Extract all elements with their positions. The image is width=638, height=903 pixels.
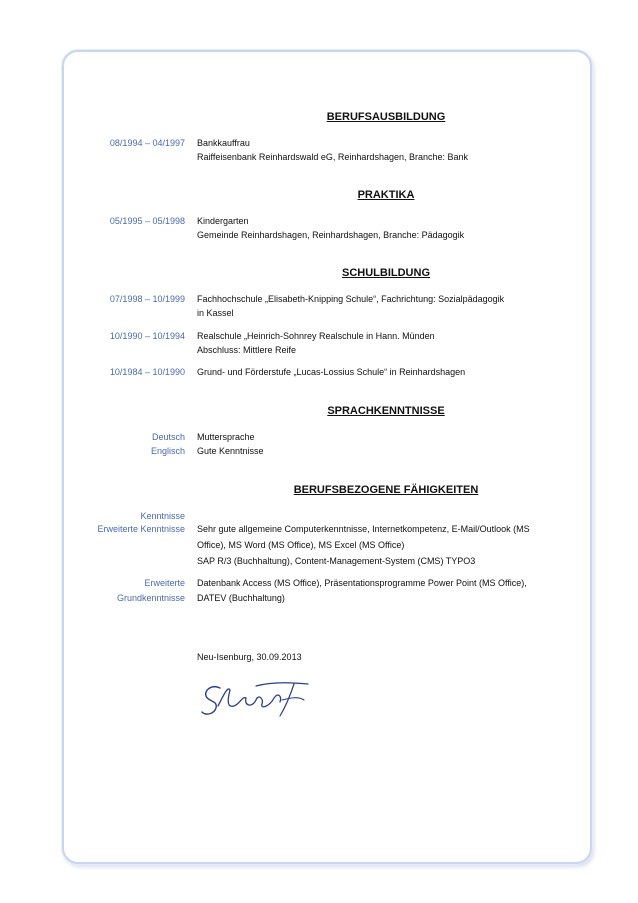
entry-detail: Gemeinde Reinhardshagen, Reinhardshagen, Branche: Pädagogik	[197, 230, 465, 240]
skills-line: Datenbank Access (MS Office), Präsentationsprogramme Power Point (MS Office),	[197, 578, 527, 588]
section-heading-berufsausbildung: BERUFSAUSBILDUNG	[326, 111, 446, 123]
entry-date: 10/1990 – 10/1994	[109, 331, 185, 341]
skills-line: Sehr gute allgemeine Computerkenntnisse, Internetkompetenz, E-Mail/Outlook (MS	[197, 524, 530, 534]
skills-line: SAP R/3 (Buchhaltung), Content-Management-System (CMS) TYPO3	[197, 556, 476, 566]
language-label: Englisch	[150, 446, 185, 456]
entry-date: 07/1998 – 10/1999	[109, 294, 185, 304]
language-level: Gute Kenntnisse	[197, 446, 264, 456]
section-heading-sprachkenntnisse: SPRACHKENNTNISSE	[327, 405, 445, 417]
entry-detail: Abschluss: Mittlere Reife	[197, 345, 297, 355]
section-heading-faehigkeiten: BERUFSBEZOGENE FÄHIGKEITEN	[293, 484, 479, 496]
place-date: Neu-Isenburg, 30.09.2013	[197, 652, 302, 662]
entry-title: Bankkauffrau	[197, 138, 250, 148]
skills-label: Grundkenntnisse	[116, 593, 185, 603]
entry-detail: in Kassel	[197, 308, 234, 318]
entry-date: 10/1984 – 10/1990	[109, 367, 185, 377]
skills-label: Erweiterte	[144, 578, 185, 588]
entry-title: Kindergarten	[197, 216, 249, 226]
entry-title: Grund- und Förderstufe „Lucas-Lossius Schule“ in Reinhardshagen	[197, 367, 466, 377]
skills-label: Erweiterte Kenntnisse	[97, 524, 185, 534]
entry-title: Realschule „Heinrich-Sohnrey Realschule in Hann. Münden	[197, 331, 435, 341]
section-heading-praktika: PRAKTIKA	[357, 189, 415, 201]
skills-line: Office), MS Word (MS Office), MS Excel (MS Office)	[197, 540, 405, 550]
entry-title: Fachhochschule „Elisabeth-Knipping Schule“, Fachrichtung: Sozialpädagogik	[197, 294, 505, 304]
language-label: Deutsch	[151, 432, 185, 442]
skills-label: Kenntnisse	[140, 511, 185, 521]
skills-line: DATEV (Buchhaltung)	[197, 593, 285, 603]
language-level: Muttersprache	[197, 432, 255, 442]
section-heading-schulbildung: SCHULBILDUNG	[342, 267, 430, 279]
entry-date: 05/1995 – 05/1998	[109, 216, 185, 226]
entry-detail: Raiffeisenbank Reinhardswald eG, Reinhardshagen, Branche: Bank	[197, 152, 469, 162]
signature-image	[198, 676, 323, 726]
entry-date: 08/1994 – 04/1997	[109, 138, 185, 148]
